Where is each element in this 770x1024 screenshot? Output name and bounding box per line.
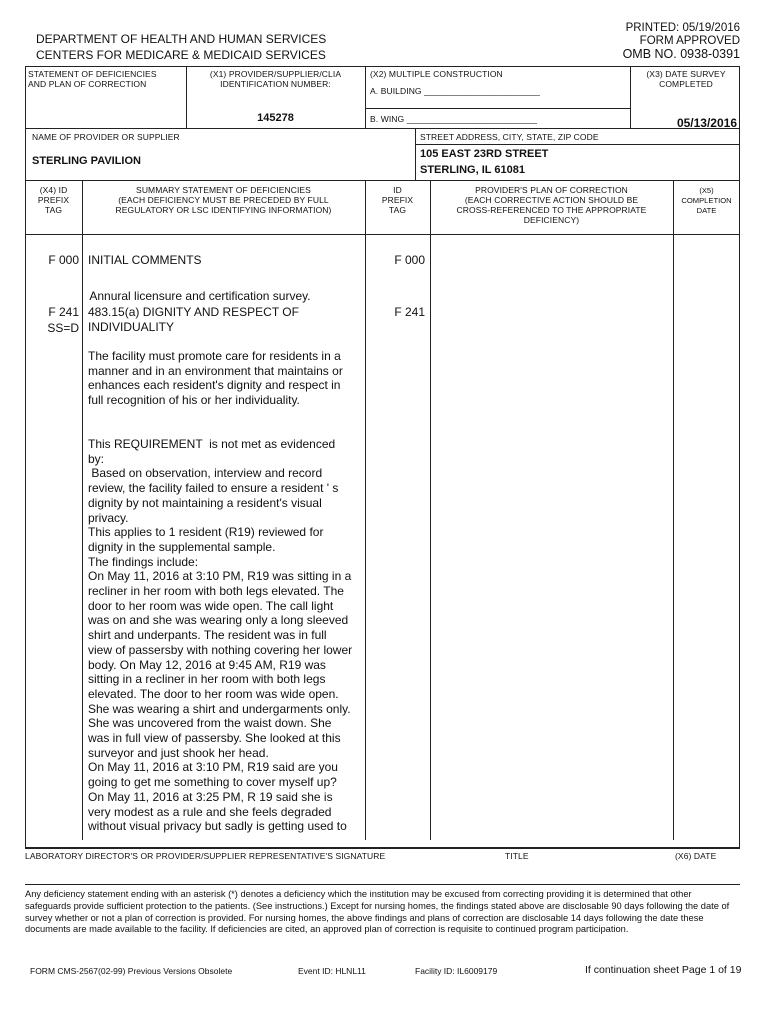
vline-summary — [365, 180, 366, 840]
id-tag-f000: F 000 — [394, 253, 425, 267]
plan-column-header: PROVIDER'S PLAN OF CORRECTION (EACH CORRECTIVE ACTION SHOULD BE CROSS-REFERENCED TO THE APPROPRIATE DEFICIENCY) — [456, 185, 647, 225]
address-line-2: STERLING, IL 61081 — [420, 164, 525, 176]
divider-signature — [25, 848, 740, 849]
x5-column-header: (X5) COMPLETION DATE — [681, 186, 732, 215]
agency-line-2: CENTERS FOR MEDICARE & MEDICAID SERVICES — [36, 48, 326, 62]
address-line-1: 105 EAST 23RD STREET — [420, 148, 549, 160]
x1-label: (X1) PROVIDER/SUPPLIER/CLIA IDENTIFICATION NUMBER: — [209, 69, 342, 89]
id-tag-f241: F 241 — [394, 305, 425, 319]
disclosure-note: Any deficiency statement ending with an asterisk (*) denotes a deficiency which the institution may be excused from correcting providing it is determined that other safeguards provide sufficient protection to the patients. (See instructions.) Except for nursing homes, the findings stated above are disclosable 90 days following the date of survey whether or not a plan of correction is provided. For nursing homes, the above findings and plans of correction are disclosable 14 days following the date these documents are made available to the facility. If deficiencies are cited, an approved plan of correction is requisite to continued program participation. — [25, 889, 730, 935]
date-label: (X6) DATE — [675, 851, 717, 861]
vline-x3 — [630, 66, 631, 128]
divider-building-wing — [365, 108, 630, 109]
form-approved: FORM APPROVED — [639, 35, 740, 47]
agency-header — [36, 31, 326, 63]
event-id: Event ID: HLNL11 — [298, 966, 366, 976]
provider-value: STERLING PAVILION — [32, 155, 141, 167]
id-column-header: ID PREFIX TAG — [381, 185, 414, 215]
printed-date: PRINTED: 05/19/2016 — [625, 22, 740, 34]
omb-number: OMB NO. 0938-0391 — [622, 47, 740, 61]
initial-comments-heading: INITIAL COMMENTS — [88, 253, 202, 267]
provider-label: NAME OF PROVIDER OR SUPPLIER — [32, 132, 180, 142]
agency-line-1: DEPARTMENT OF HEALTH AND HUMAN SERVICES — [36, 32, 327, 46]
form-number: FORM CMS-2567(02-99) Previous Versions Obsolete — [30, 966, 233, 976]
vline-id — [430, 180, 431, 840]
vline-tag — [82, 180, 83, 840]
summary-column-header: SUMMARY STATEMENT OF DEFICIENCIES (EACH DEFICIENCY MUST BE PRECEDED BY FULL REGULATORY OR LSC IDENTIFYING INFORMATION) — [115, 185, 332, 215]
continuation-page: If continuation sheet Page 1 of 19 — [585, 964, 742, 976]
findings-text: This REQUIREMENT is not met as evidenced by: Based on observation, interview and record review, the facility failed to ensure a resident ' s dignity by not maintaining a resident's visual privacy. This applies to 1 resident (R19) reviewed for dignity in the supplemental sample. The findings include: On May 11, 2016 at 3:10 PM, R19 was sitting in a recliner in her room with both legs elevated. The door to her room was wide open. The call light was on and she was wearing only a long sleeved shirt and underpants. The resident was in full view of passersby with nothing covering her lower body. On May 12, 2016 at 9:45 AM, R19 was sitting in a recliner in her room with both legs elevated. The door to her room was wide open. She was wearing a shirt and undergarments only. She was uncovered from the waist down. She was in full view of passersby. She looked at this surveyor and just shook her head. On May 11, 2016 at 3:10 PM, R19 said are you going to get me something to cover myself up? On May 11, 2016 at 3:25 PM, R 19 said she is very modest as a rule and she feels degraded without visual privacy but sadly is getting used to — [88, 437, 353, 834]
divider-column-header — [25, 234, 740, 235]
signature-label: LABORATORY DIRECTOR'S OR PROVIDER/SUPPLIER REPRESENTATIVE'S SIGNATURE — [25, 851, 386, 861]
building-label: A. BUILDING ________________________ — [370, 86, 540, 96]
x2-label: (X2) MULTIPLE CONSTRUCTION — [370, 69, 503, 79]
title-label: TITLE — [505, 851, 529, 861]
x4-column-header: (X4) ID PREFIX TAG — [37, 185, 70, 215]
divider-provider-row — [25, 180, 740, 181]
vline-x2 — [365, 66, 366, 128]
tag-f000: F 000 — [48, 253, 79, 267]
facility-id: Facility ID: IL6009179 — [415, 966, 498, 976]
vline-address — [415, 128, 416, 180]
survey-type-text: Annural licensure and certification survey. — [86, 289, 311, 303]
x3-value: 05/13/2016 — [676, 116, 737, 130]
divider-address-label — [415, 144, 740, 145]
address-label: STREET ADDRESS, CITY, STATE, ZIP CODE — [420, 132, 599, 142]
wing-label: B. WING ___________________________ — [370, 114, 538, 124]
severity-code: SS=D — [47, 321, 79, 335]
vline-plan — [673, 180, 674, 840]
divider-footer — [25, 884, 740, 885]
regulation-text: The facility must promote care for residents in a manner and in an environment that maintains or enhances each resident's dignity and respect in full recognition of his or her individuality. — [88, 349, 343, 408]
x3-label: (X3) DATE SURVEY COMPLETED — [646, 69, 726, 89]
tag-f241: F 241 — [48, 305, 79, 319]
statement-label: STATEMENT OF DEFICIENCIES AND PLAN OF CORRECTION — [28, 69, 157, 89]
x1-value: 145278 — [257, 112, 294, 124]
regulation-title: 483.15(a) DIGNITY AND RESPECT OF INDIVIDUALITY — [88, 305, 299, 334]
form-approval-block — [623, 22, 740, 61]
